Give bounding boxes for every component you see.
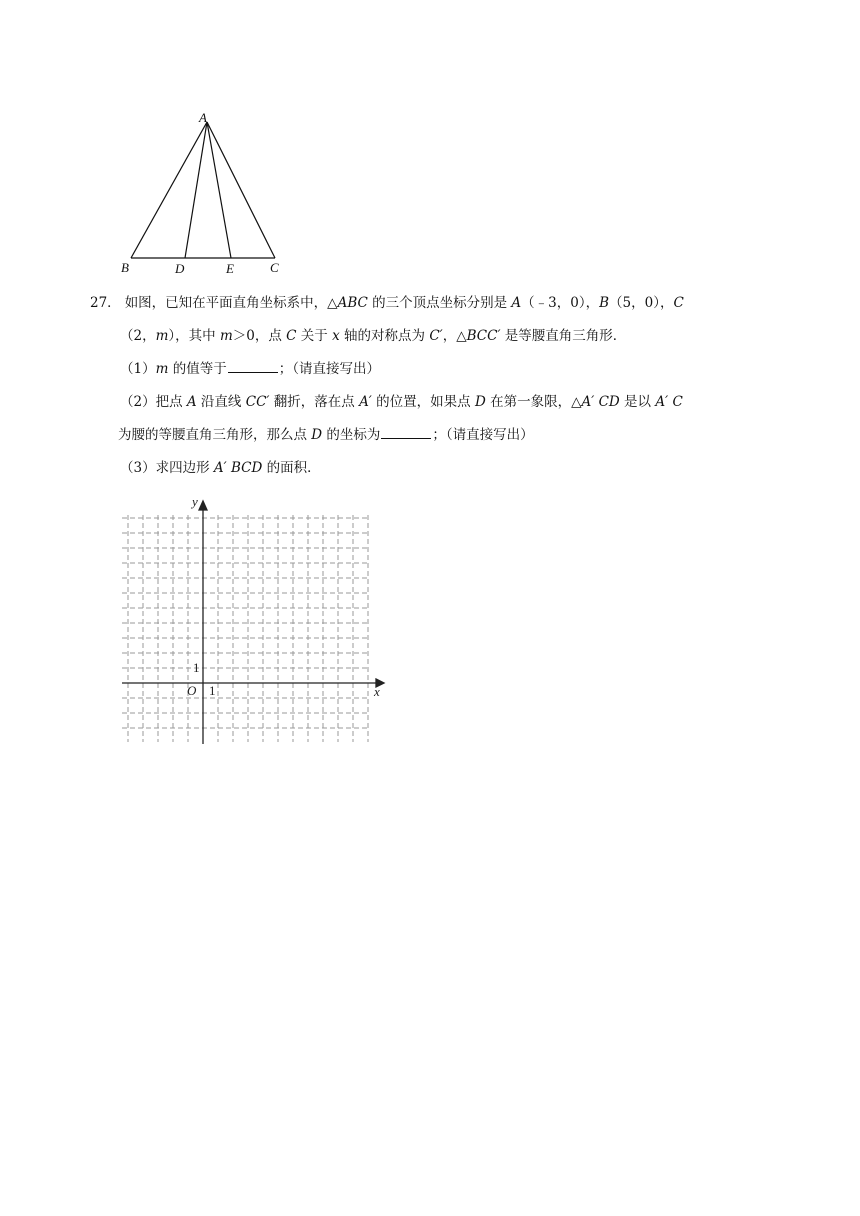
text: 是等腰直角三角形． xyxy=(500,328,627,344)
var-ApCD: A′ CD xyxy=(581,394,620,410)
text: （5，0）， xyxy=(609,295,674,311)
label-A: A xyxy=(199,110,207,125)
text: 如图，已知在平面直角坐标系中，△ xyxy=(124,295,338,311)
text: 的坐标为 xyxy=(322,427,381,443)
var-BCCprime: BCC′ xyxy=(466,328,501,344)
coordinate-grid-figure xyxy=(118,490,388,750)
var-m: m xyxy=(155,361,169,377)
text: ），其中 xyxy=(168,328,220,344)
text: ，△ xyxy=(442,328,467,344)
text: 的面积． xyxy=(262,460,321,476)
triangle-figure xyxy=(115,110,295,280)
question-number: 27． xyxy=(90,295,121,311)
text: 在第一象限，△ xyxy=(485,394,582,410)
text: 的位置，如果点 xyxy=(371,394,475,410)
coordinate-grid xyxy=(118,490,388,750)
part-3 xyxy=(90,452,770,485)
text: （2， xyxy=(120,328,156,344)
text: 是以 xyxy=(619,394,656,410)
var-C: C xyxy=(673,295,684,311)
text: 关于 xyxy=(296,328,333,344)
segment-AE xyxy=(207,122,231,258)
text: ；（请直接写出） xyxy=(432,427,534,443)
text: ；（请直接写出） xyxy=(278,361,380,377)
part-label: （2）把点 xyxy=(120,394,187,410)
var-ApC: A′ C xyxy=(655,394,683,410)
text: 沿直线 xyxy=(196,394,246,410)
var-D: D xyxy=(474,394,486,410)
answer-blank-2[interactable] xyxy=(381,424,431,439)
var-Aprime: A′ xyxy=(359,394,372,410)
var-C: C xyxy=(286,328,297,344)
text: ＞0，点 xyxy=(232,328,287,344)
part-label: （3）求四边形 xyxy=(120,460,214,476)
triangle-diagram xyxy=(115,110,295,280)
problem-27 xyxy=(90,287,770,485)
problem-line-2 xyxy=(90,320,770,353)
label-D: D xyxy=(175,261,185,276)
var-Cprime: C′ xyxy=(429,328,443,344)
x-unit-label: 1 xyxy=(209,683,216,698)
answer-blank-1[interactable] xyxy=(228,358,278,373)
x-axis-label: x xyxy=(374,684,380,699)
var-B: B xyxy=(599,295,610,311)
var-m: m xyxy=(155,328,169,344)
var-CCprime: CC′ xyxy=(245,394,270,410)
text: 的值等于 xyxy=(168,361,227,377)
problem-line-1 xyxy=(90,287,770,320)
origin-label: O xyxy=(187,683,197,698)
text: 为腰的等腰直角三角形，那么点 xyxy=(118,427,312,443)
part-2-line-2 xyxy=(90,419,770,452)
segment-AC xyxy=(207,122,275,258)
text: 轴的对称点为 xyxy=(339,328,430,344)
part-1 xyxy=(90,353,770,386)
text: （﹣3，0）， xyxy=(521,295,600,311)
label-E: E xyxy=(226,261,234,276)
y-axis-label: y xyxy=(192,494,198,509)
var-A: A xyxy=(186,394,197,410)
y-axis-arrow-icon xyxy=(199,501,207,510)
var-D: D xyxy=(311,427,323,443)
var-A: A xyxy=(511,295,522,311)
label-B: B xyxy=(121,260,129,275)
part-label: （1） xyxy=(120,361,156,377)
part-2-line-1 xyxy=(90,386,770,419)
text: 的三个顶点坐标分别是 xyxy=(367,295,512,311)
var-x: x xyxy=(332,328,340,344)
text: 翻折，落在点 xyxy=(269,394,360,410)
var-ABC: ABC xyxy=(337,295,368,311)
y-unit-label: 1 xyxy=(193,660,200,675)
label-C: C xyxy=(270,260,279,275)
var-m: m xyxy=(219,328,233,344)
var-quad: A′ BCD xyxy=(213,460,263,476)
